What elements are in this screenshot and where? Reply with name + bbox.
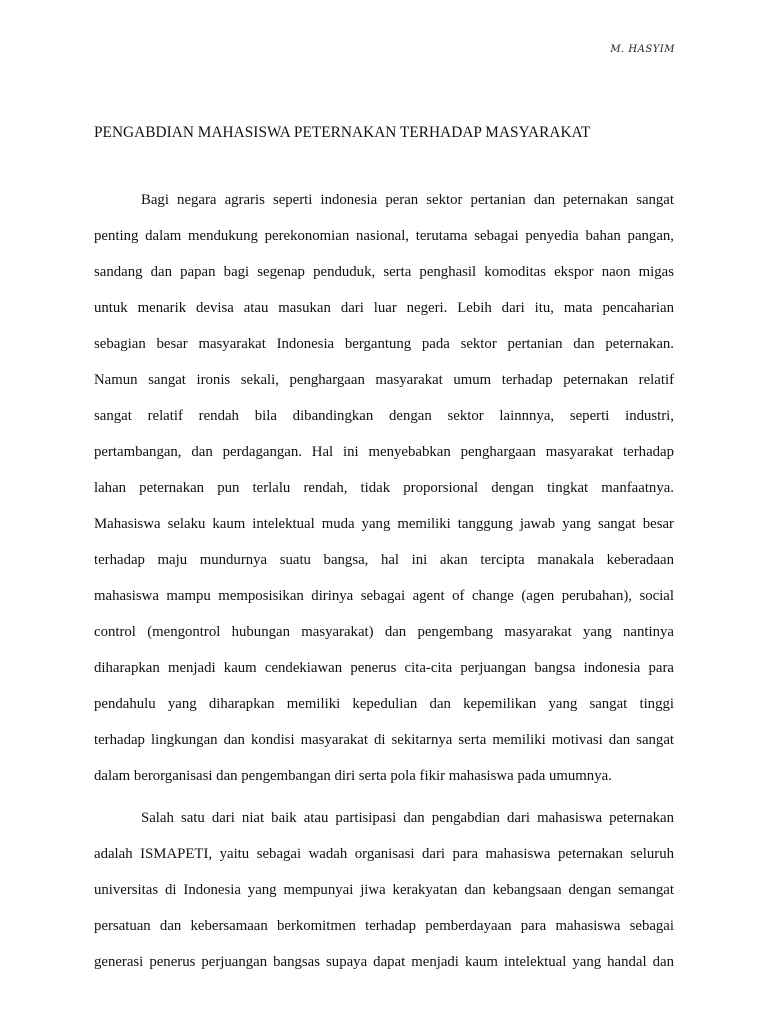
paragraph-line: generasi penerus perjuangan bangsas supaya dapat menjadi kaum intelektual yang handal dan (94, 954, 674, 970)
paragraph-line: Namun sangat ironis sekali, penghargaan masyarakat umum terhadap peternakan relatif (94, 372, 674, 388)
paragraph-line: persatuan dan kebersamaan berkomitmen terhadap pemberdayaan para mahasiswa sebagai (94, 918, 674, 934)
paragraph-line: penting dalam mendukung perekonomian nasional, terutama sebagai penyedia bahan pangan, (94, 228, 674, 244)
paragraph-line: Salah satu dari niat baik atau partisipasi dan pengabdian dari mahasiswa peternakan (141, 810, 674, 826)
paragraph-line: adalah ISMAPETI, yaitu sebagai wadah organisasi dari para mahasiswa peternakan seluruh (94, 846, 674, 862)
paragraph-line: untuk menarik devisa atau masukan dari luar negeri. Lebih dari itu, mata pencaharian (94, 300, 674, 316)
paragraph-line: sangat relatif rendah bila dibandingkan dengan sektor lainnnya, seperti industri, (94, 408, 674, 424)
paragraph-line: terhadap lingkungan dan kondisi masyarakat di sekitarnya serta memiliki motivasi dan sangat (94, 732, 674, 748)
running-header-author: M. HASYIM (610, 44, 675, 55)
paragraph-line: Bagi negara agraris seperti indonesia peran sektor pertanian dan peternakan sangat (141, 192, 674, 208)
paragraph-line: Mahasiswa selaku kaum intelektual muda yang memiliki tanggung jawab yang sangat besar (94, 516, 674, 532)
paragraph-line: pertambangan, dan perdagangan. Hal ini menyebabkan penghargaan masyarakat terhadap (94, 444, 674, 460)
paragraph-line: mahasiswa mampu memposisikan dirinya sebagai agent of change (agen perubahan), social (94, 588, 674, 604)
paragraph-line: dalam berorganisasi dan pengembangan diri serta pola fikir mahasiswa pada umumnya. (94, 768, 612, 784)
paragraph-line: terhadap maju mundurnya suatu bangsa, hal ini akan tercipta manakala keberadaan (94, 552, 674, 568)
paragraph-line: universitas di Indonesia yang mempunyai jiwa kerakyatan dan kebangsaan dengan semangat (94, 882, 674, 898)
paragraph-line: sandang dan papan bagi segenap penduduk, serta penghasil komoditas ekspor naon migas (94, 264, 674, 280)
document-title: PENGABDIAN MAHASISWA PETERNAKAN TERHADAP MASYARAKAT (94, 124, 591, 141)
paragraph-line: control (mengontrol hubungan masyarakat) dan pengembang masyarakat yang nantinya (94, 624, 674, 640)
paragraph-line: diharapkan menjadi kaum cendekiawan penerus cita-cita perjuangan bangsa indonesia para (94, 660, 674, 676)
paragraph-line: lahan peternakan pun terlalu rendah, tidak proporsional dengan tingkat manfaatnya. (94, 480, 674, 496)
paragraph-line: pendahulu yang diharapkan memiliki kepedulian dan kepemilikan yang sangat tinggi (94, 696, 674, 712)
paragraph-line: sebagian besar masyarakat Indonesia bergantung pada sektor pertanian dan peternakan. (94, 336, 674, 352)
